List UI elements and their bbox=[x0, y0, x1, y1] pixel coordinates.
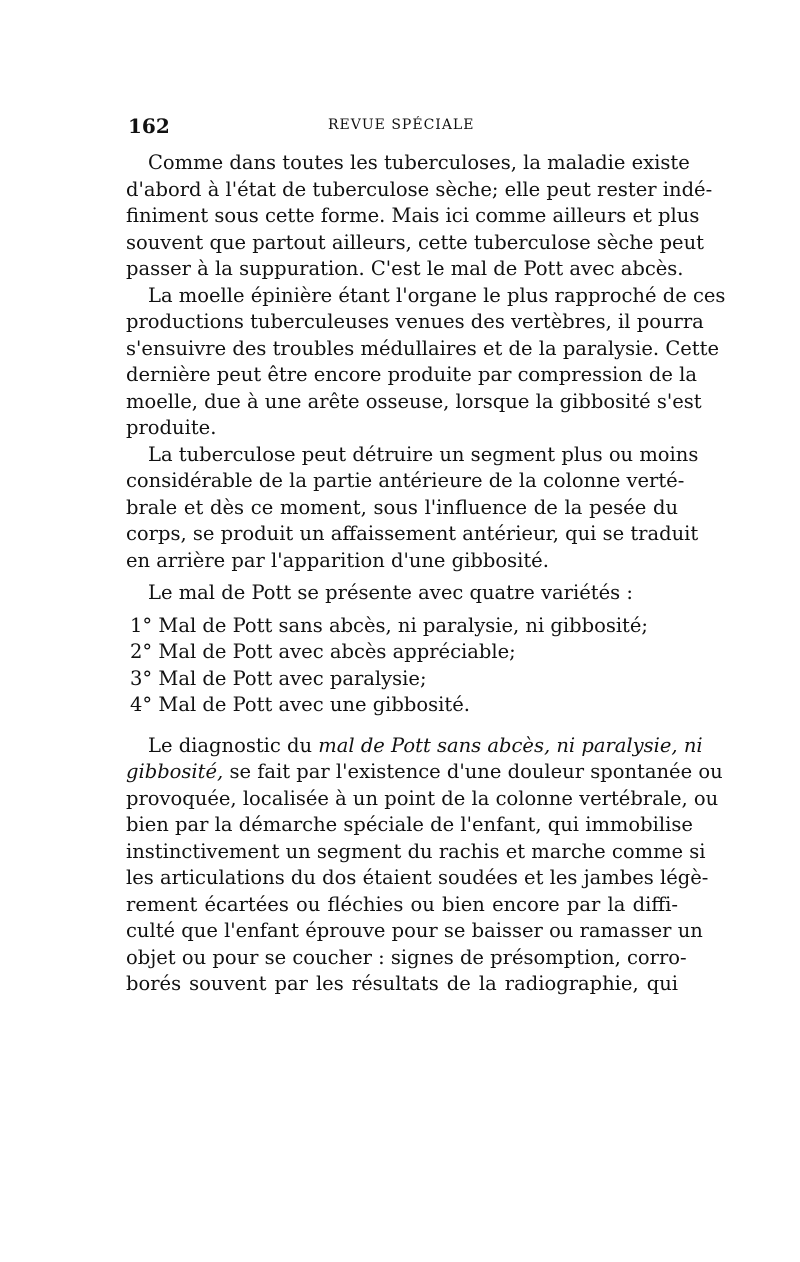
line-text: Le diagnostic du bbox=[148, 733, 319, 757]
list-item: 3° Mal de Pott avec paralysie; bbox=[130, 666, 427, 690]
paragraph-line: brale et dès ce moment, sous l'influence de la pesée du bbox=[126, 495, 678, 519]
paragraph-line: bien par la démarche spéciale de l'enfant, qui immobilise bbox=[126, 813, 693, 836]
page-header bbox=[128, 114, 678, 142]
paragraph-1 bbox=[126, 150, 713, 283]
paragraph-line: passer à la suppuration. C'est le mal de Pott avec abcès. bbox=[126, 257, 684, 280]
paragraph-line: borés souvent par les résultats de la radiographie, qui bbox=[126, 972, 678, 995]
paragraph-line: La tuberculose peut détruire un segment plus ou moins bbox=[148, 442, 699, 466]
page-number: 162 bbox=[128, 114, 170, 138]
paragraph-line: provoquée, localisée à un point de la colonne vertébrale, ou bbox=[126, 786, 719, 810]
list-item: 4° Mal de Pott avec une gibbosité. bbox=[130, 693, 470, 716]
paragraph-line bbox=[126, 759, 723, 786]
body-text bbox=[126, 150, 726, 998]
paragraph-line: Comme dans toutes les tuberculoses, la maladie existe bbox=[148, 151, 690, 174]
paragraph-line: productions tuberculeuses venues des vertèbres, il pourra bbox=[126, 310, 704, 333]
paragraph-line: instinctivement un segment du rachis et marche comme si bbox=[126, 839, 706, 863]
list-item: 2° Mal de Pott avec abcès appréciable; bbox=[130, 640, 516, 663]
paragraph-line: finiment sous cette forme. Mais ici comme ailleurs et plus bbox=[126, 204, 700, 227]
paragraph-line bbox=[126, 733, 703, 760]
list-intro: Le mal de Pott se présente avec quatre variétés : bbox=[148, 581, 633, 604]
list-item: 1° Mal de Pott sans abcès, ni paralysie, ni gibbosité; bbox=[130, 613, 649, 637]
paragraph-line: dernière peut être encore produite par compression de la bbox=[126, 363, 697, 386]
paragraph-line: produite. bbox=[126, 416, 217, 439]
paragraph-line: en arrière par l'apparition d'une gibbosité. bbox=[126, 548, 549, 572]
paragraph-line: considérable de la partie antérieure de la colonne verté- bbox=[126, 469, 685, 492]
paragraph-line: rement écartées ou fléchies ou bien encore par la diffi- bbox=[126, 892, 678, 916]
paragraph-line: La moelle épinière étant l'organe le plus rapproché de ces bbox=[148, 283, 726, 307]
paragraph-line: culté que l'enfant éprouve pour se baisser ou ramasser un bbox=[126, 919, 703, 942]
paragraph-line: corps, se produit un affaissement antérieur, qui se traduit bbox=[126, 522, 699, 545]
line-text: se fait par l'existence d'une douleur spontanée ou bbox=[223, 760, 723, 783]
paragraph-4 bbox=[126, 733, 723, 998]
italic-text: mal de Pott sans abcès, ni paralysie, ni bbox=[318, 733, 703, 757]
paragraph-line: s'ensuivre des troubles médullaires et de la paralysie. Cette bbox=[126, 336, 719, 360]
paragraph-line: les articulations du dos étaient soudées et les jambes légè- bbox=[126, 866, 709, 889]
paragraph-line: moelle, due à une arête osseuse, lorsque la gibbosité s'est bbox=[126, 389, 702, 413]
paragraph-line: d'abord à l'état de tuberculose sèche; elle peut rester indé- bbox=[126, 177, 713, 201]
paragraph-line: objet ou pour se coucher : signes de présomption, corro- bbox=[126, 945, 687, 969]
italic-text: gibbosité, bbox=[126, 760, 224, 783]
running-head: REVUE SPÉCIALE bbox=[328, 117, 475, 133]
paragraph-3 bbox=[126, 442, 699, 575]
paragraph-2 bbox=[126, 283, 726, 442]
varieties-list bbox=[126, 613, 678, 719]
paragraph-line: souvent que partout ailleurs, cette tuberculose sèche peut bbox=[126, 230, 704, 254]
